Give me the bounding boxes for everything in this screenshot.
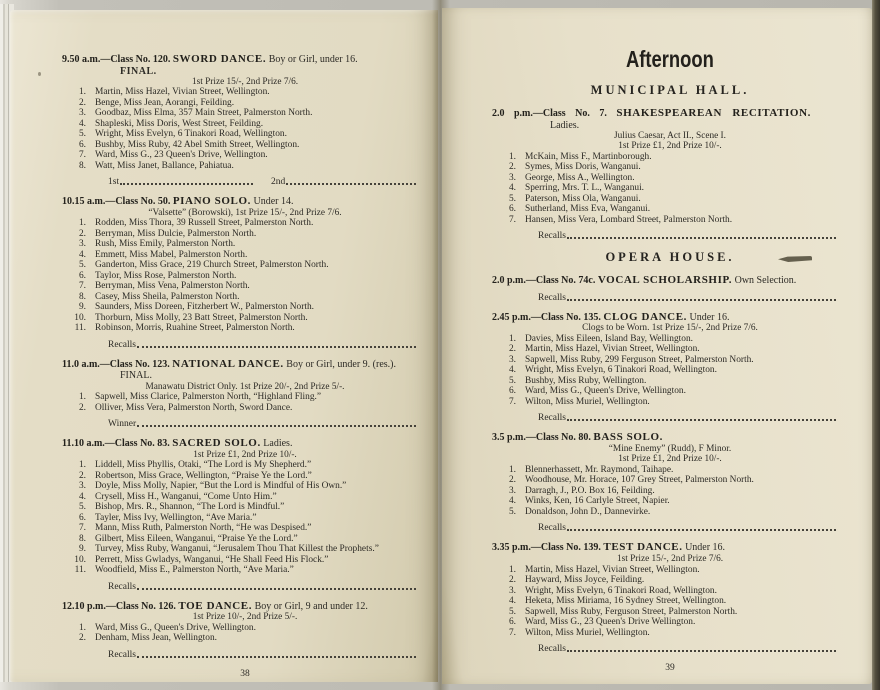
entry-number: 8. xyxy=(78,291,86,302)
class-title: SACRED SOLO. xyxy=(172,437,261,450)
entry-text: Hansen, Miss Vera, Lombard Street, Palmerston North. xyxy=(525,214,733,225)
entry-number: 6. xyxy=(78,512,86,523)
entry-number: 3. xyxy=(508,485,516,496)
left-page xyxy=(10,10,438,682)
entry-number: 2. xyxy=(78,228,86,239)
entry-text: George, Miss A., Wellington. xyxy=(525,172,635,183)
entry-row xyxy=(62,323,428,334)
entry-number: 1. xyxy=(508,464,516,475)
entry-row xyxy=(62,403,428,414)
result-label: Recalls xyxy=(538,644,566,655)
entry-number: 3. xyxy=(508,585,516,596)
page-number: 39 xyxy=(665,663,675,674)
entry-text: Wilton, Miss Muriel, Wellington. xyxy=(525,627,650,638)
class-section xyxy=(492,275,848,303)
class-section xyxy=(62,54,428,187)
entry-text: Rodden, Miss Thora, 39 Russell Street, Palmerston North. xyxy=(95,218,314,229)
entry-number: 3. xyxy=(508,172,516,183)
class-time: 2.45 xyxy=(492,311,510,323)
entry-number: 5. xyxy=(78,129,86,140)
class-section xyxy=(62,601,428,660)
entry-row xyxy=(492,465,848,476)
entry-row xyxy=(62,119,428,130)
entry-row xyxy=(492,376,848,387)
entry-number: 5. xyxy=(508,375,516,386)
entry-number: 5. xyxy=(508,506,516,517)
entry-row xyxy=(62,281,428,292)
entry-number: 5. xyxy=(508,193,516,204)
class-heading xyxy=(492,108,848,120)
class-section xyxy=(62,196,428,350)
entry-row xyxy=(492,565,848,576)
class-label: p.m.—Class No. 80. xyxy=(507,432,591,444)
entry-number: 4. xyxy=(508,365,516,376)
entry-row xyxy=(492,194,848,205)
entry-number: 6. xyxy=(78,139,86,150)
entry-number: 7. xyxy=(508,214,516,225)
entry-text: Davies, Miss Eileen, Island Bay, Wellington. xyxy=(525,333,693,344)
entry-number: 9. xyxy=(78,302,86,313)
result-line xyxy=(108,339,420,350)
class-qualifier: Under 14. xyxy=(253,196,294,208)
class-time: 3.5 xyxy=(492,432,505,444)
entry-number: 4. xyxy=(508,183,516,194)
result-label: Recalls xyxy=(538,523,566,534)
class-time: 11.0 xyxy=(62,358,79,370)
entry-number: 5. xyxy=(508,606,516,617)
class-qualifier: Under 16. xyxy=(685,542,726,554)
entry-text: Shapleski, Miss Doris, West Street, Feilding. xyxy=(95,118,264,129)
entry-row xyxy=(492,386,848,397)
entry-row xyxy=(62,87,428,98)
entry-number: 2. xyxy=(78,402,86,413)
dotted-leader xyxy=(286,176,416,185)
entry-text: Martin, Miss Hazel, Vivian Street, Wellington. xyxy=(95,87,270,98)
class-time: 3.35 xyxy=(492,542,510,554)
entry-row xyxy=(62,239,428,250)
class-qualifier: Boy or Girl, under 9. (res.). FINAL. xyxy=(120,358,396,382)
dotted-leader xyxy=(137,649,416,658)
entry-row xyxy=(492,617,848,628)
class-qualifier: Boy or Girl, 9 and under 12. xyxy=(254,600,368,612)
entry-text: Wilton, Miss Muriel, Wellington. xyxy=(525,396,650,407)
entry-row xyxy=(62,492,428,503)
entry-row xyxy=(62,534,428,545)
entry-row xyxy=(492,486,848,497)
entry-number: 11. xyxy=(74,565,86,576)
prize-line: 1st Prize £1, 2nd Prize 10/-. xyxy=(618,454,722,465)
entry-number: 1. xyxy=(78,392,86,403)
entry-text: Saunders, Miss Doreen, Fitzherbert W., Palmerston North. xyxy=(95,302,314,313)
entry-number: 6. xyxy=(78,270,86,281)
entry-number: 3. xyxy=(78,239,86,250)
entry-row xyxy=(62,229,428,240)
result-label: 2nd xyxy=(271,177,286,188)
class-section xyxy=(62,438,428,592)
dotted-leader xyxy=(137,418,416,427)
dotted-leader xyxy=(137,339,416,348)
hall-title: OPERA HOUSE. xyxy=(605,250,735,265)
class-title: CLOG DANCE. xyxy=(603,310,688,323)
class-heading xyxy=(492,275,848,287)
entry-text: Robinson, Morris, Ruahine Street, Palmerston North. xyxy=(95,323,295,334)
class-title: SHAKESPEAREAN RECITATION. xyxy=(616,107,811,119)
result-label: Winner xyxy=(108,419,137,430)
page-number: 38 xyxy=(240,668,250,679)
entry-text: Wright, Miss Evelyn, 6 Tinakori Road, Wellington. xyxy=(525,585,717,596)
entry-text: Thorburn, Miss Molly, 23 Batt Street, Palmerston North. xyxy=(95,312,308,323)
entry-text: Turvey, Miss Ruby, Wanganui, “Jerusalem Thou That Killest the Prophets.” xyxy=(95,544,379,555)
entry-text: Bushby, Miss Ruby, 42 Abel Smith Street, Wellington. xyxy=(95,139,300,150)
class-label: a.m.—Class No. 120. xyxy=(82,54,171,65)
paper-speck xyxy=(38,72,41,76)
entry-text: Ganderton, Miss Grace, 219 Church Street, Palmerston North. xyxy=(95,260,329,271)
entry-text: Heketa, Miss Miriama, 16 Sydney Street, Wellington. xyxy=(525,596,727,607)
entry-row xyxy=(492,173,848,184)
entry-row xyxy=(492,183,848,194)
class-subheading: Ladies. xyxy=(550,119,580,131)
entry-text: Wright, Miss Evelyn, 6 Tinakori Road, Wellington. xyxy=(525,365,717,376)
entry-number: 5. xyxy=(78,502,86,513)
result-line xyxy=(108,649,420,660)
entry-number: 4. xyxy=(508,496,516,507)
entry-text: Bushby, Miss Ruby, Wellington. xyxy=(525,375,647,386)
prize-line: “Mine Enemy” (Rudd), F Minor. xyxy=(608,443,732,454)
entry-row xyxy=(62,108,428,119)
prize-line: Manawatu District Only. 1st Prize 20/-, 2nd Prize 5/-. xyxy=(145,381,345,392)
entry-row xyxy=(62,313,428,324)
entry-number: 2. xyxy=(508,344,516,355)
class-heading xyxy=(492,312,848,324)
entry-row xyxy=(62,292,428,303)
class-title: SWORD DANCE. xyxy=(172,53,267,65)
class-label: p.m.—Class No. 74c. xyxy=(507,275,596,287)
left-page-content xyxy=(62,54,428,679)
entry-text: Wright, Miss Evelyn, 6 Tinakori Road, Wellington. xyxy=(95,129,287,140)
entry-number: 7. xyxy=(78,150,86,161)
entry-text: Goodbaz, Miss Elma, 357 Main Street, Palmerston North. xyxy=(95,108,313,119)
dotted-leader xyxy=(120,176,253,185)
entry-text: Olliver, Miss Vera, Palmerston North, Sword Dance. xyxy=(95,402,293,413)
result-slot xyxy=(108,176,257,187)
entry-text: Woodfield, Miss E., Palmerston North, “Ave Maria.” xyxy=(95,565,294,576)
entry-text: Gilbert, Miss Eileen, Wanganui, “Praise Ye the Lord.” xyxy=(95,533,298,544)
class-label: a.m.—Class No. 123. xyxy=(81,358,170,370)
class-heading xyxy=(492,432,848,444)
entry-row xyxy=(492,204,848,215)
entry-row xyxy=(62,140,428,151)
entry-text: Ward, Miss G., Queen's Drive, Wellington. xyxy=(95,622,256,633)
entry-row xyxy=(62,250,428,261)
entry-text: Darragh, J., P.O. Box 16, Feilding. xyxy=(525,485,655,496)
entry-number: 9. xyxy=(78,544,86,555)
entry-text: Crysell, Miss H., Wanganui, “Come Unto Him.” xyxy=(95,491,277,502)
entry-number: 4. xyxy=(78,249,86,260)
entry-text: Perrett, Miss Gwladys, Wanganui, “He Shall Feed His Flock.” xyxy=(95,554,329,565)
entry-number: 2. xyxy=(508,575,516,586)
result-line xyxy=(108,418,420,429)
class-heading xyxy=(62,196,428,208)
entry-row xyxy=(492,344,848,355)
entry-text: Donaldson, John D., Dannevirke. xyxy=(525,506,651,517)
class-qualifier: Ladies. xyxy=(263,438,293,450)
entry-text: Ward, Miss G., Queen's Drive, Wellington. xyxy=(525,386,686,397)
entry-row xyxy=(492,397,848,408)
dotted-leader xyxy=(567,292,836,301)
hall-title: MUNICIPAL HALL. xyxy=(590,83,750,97)
class-section xyxy=(62,359,428,430)
entry-row xyxy=(62,460,428,471)
entry-text: Paterson, Miss Ola, Wanganui. xyxy=(525,193,641,204)
class-title: BASS SOLO. xyxy=(593,431,663,444)
entry-row xyxy=(62,302,428,313)
prize-line: 1st Prize £1, 2nd Prize 10/-. xyxy=(618,141,722,152)
result-label: Recalls xyxy=(538,292,566,303)
class-title: NATIONAL DANCE. xyxy=(172,357,284,370)
dotted-leader xyxy=(567,643,836,652)
entry-number: 7. xyxy=(78,523,86,534)
dotted-leader xyxy=(567,522,836,531)
entry-row xyxy=(62,565,428,576)
entry-row xyxy=(62,481,428,492)
result-line xyxy=(538,292,840,303)
entry-row xyxy=(492,215,848,226)
class-title: VOCAL SCHOLARSHIP. xyxy=(597,274,733,287)
entry-text: Watt, Miss Janet, Ballance, Pahiatua. xyxy=(95,160,234,171)
entry-text: Bishop, Mrs. R., Shannon, “The Lord is Mindful.” xyxy=(95,502,285,513)
class-qualifier: Own Selection. xyxy=(734,275,797,287)
entry-number: 5. xyxy=(78,260,86,271)
entry-number: 4. xyxy=(508,596,516,607)
class-time: 9.50 xyxy=(62,54,80,65)
entry-text: Doyle, Miss Molly, Napier, “But the Lord is Mindful of His Own.” xyxy=(95,481,347,492)
prize-line: 1st Prize 10/-, 2nd Prize 5/-. xyxy=(192,612,298,623)
entry-text: Tayler, Miss Ivy, Wellington, “Ave Maria.” xyxy=(95,512,257,523)
entry-number: 7. xyxy=(508,396,516,407)
entry-number: 6. xyxy=(508,386,516,397)
entry-row xyxy=(492,355,848,366)
class-heading xyxy=(62,438,428,450)
class-section xyxy=(492,108,848,241)
class-title: PIANO SOLO. xyxy=(172,195,251,208)
result-label: Recalls xyxy=(108,339,136,350)
entry-row xyxy=(62,150,428,161)
entry-text: Martin, Miss Hazel, Vivian Street, Wellington. xyxy=(525,564,700,575)
prize-line: Julius Caesar, Act II., Scene I. xyxy=(614,130,726,141)
entry-row xyxy=(62,98,428,109)
right-page-content xyxy=(492,46,848,673)
entry-text: Berryman, Miss Vena, Palmerston North. xyxy=(95,281,250,292)
entry-number: 2. xyxy=(508,475,516,486)
entry-text: Sperring, Mrs. T. L., Wanganui. xyxy=(525,183,645,194)
entry-row xyxy=(62,555,428,566)
entry-row xyxy=(492,365,848,376)
entry-row xyxy=(492,607,848,618)
prize-line: Clogs to be Worn. 1st Prize 15/-, 2nd Prize 7/6. xyxy=(582,323,758,334)
entry-row xyxy=(492,334,848,345)
entry-number: 1. xyxy=(78,460,86,471)
entry-number: 4. xyxy=(78,491,86,502)
entry-text: Robertson, Miss Grace, Wellington, “Praise Ye the Lord.” xyxy=(95,470,312,481)
session-title-text: Afternoon xyxy=(626,46,714,72)
result-label: 1st xyxy=(108,177,120,188)
class-title: TOE DANCE. xyxy=(178,599,253,612)
entry-row xyxy=(62,129,428,140)
entry-text: Winks, Ken, 16 Carlyle Street, Napier. xyxy=(525,496,670,507)
entry-text: Casey, Miss Sheila, Palmerston North. xyxy=(95,291,240,302)
book-cover-edge xyxy=(872,0,880,690)
entry-text: Berryman, Miss Dulcie, Palmerston North. xyxy=(95,228,257,239)
entry-text: Mann, Miss Ruth, Palmerston North, “He was Despised.” xyxy=(95,523,312,534)
entry-text: Woodhouse, Mr. Horace, 107 Grey Street, Palmerston North. xyxy=(525,475,754,486)
entry-number: 3. xyxy=(78,481,86,492)
entry-row xyxy=(62,544,428,555)
prize-line: 1st Prize 15/-, 2nd Prize 7/6. xyxy=(616,553,724,564)
class-heading xyxy=(62,601,428,613)
result-line xyxy=(108,176,420,187)
entry-row xyxy=(62,513,428,524)
class-label: p.m.—Class No. 135. xyxy=(512,311,601,323)
entry-text: Martin, Miss Hazel, Vivian Street, Wellington. xyxy=(525,344,700,355)
result-line xyxy=(538,522,840,533)
class-time: 2.0 xyxy=(492,108,505,119)
result-line xyxy=(108,581,420,592)
entry-number: 10. xyxy=(74,554,86,565)
entry-text: Sutherland, Miss Eva, Wanganui. xyxy=(525,204,651,215)
class-time: 10.15 xyxy=(62,196,85,208)
entry-text: McKain, Miss F., Martinborough. xyxy=(525,151,652,162)
entry-number: 7. xyxy=(508,627,516,638)
class-subheading: FINAL. xyxy=(120,65,157,77)
entry-text: Ward, Miss G., 23 Queen's Drive, Wellington. xyxy=(95,150,268,161)
entry-text: Blennerhassett, Mr. Raymond, Taihape. xyxy=(525,464,674,475)
result-slot xyxy=(271,176,420,187)
class-title: TEST DANCE. xyxy=(603,541,683,554)
entry-number: 2. xyxy=(508,162,516,173)
entry-row xyxy=(492,596,848,607)
class-heading xyxy=(492,542,848,554)
entry-number: 2. xyxy=(78,470,86,481)
entry-row xyxy=(492,162,848,173)
entry-text: Liddell, Miss Phyllis, Otaki, “The Lord is My Shepherd.” xyxy=(95,460,312,471)
class-qualifier: Boy or Girl, under 16. xyxy=(268,54,358,65)
entry-row xyxy=(492,475,848,486)
entry-text: Ward, Miss G., 23 Queen's Drive Wellington. xyxy=(525,617,696,628)
dotted-leader xyxy=(567,412,836,421)
class-qualifier: Under 16. xyxy=(689,311,730,323)
entry-number: 1. xyxy=(78,218,86,229)
entry-row xyxy=(62,471,428,482)
entry-number: 6. xyxy=(508,204,516,215)
entry-number: 3. xyxy=(508,354,516,365)
class-label: p.m.—Class No. 7. xyxy=(514,108,607,119)
prize-line: “Valsette” (Borowski), 1st Prize 15/-, 2nd Prize 7/6. xyxy=(148,207,342,218)
entry-number: 3. xyxy=(78,108,86,119)
result-label: Recalls xyxy=(538,231,566,242)
entry-text: Sapwell, Miss Ruby, 299 Ferguson Street, Palmerston North. xyxy=(525,354,754,365)
class-time: 11.10 xyxy=(62,438,84,450)
entry-text: Rush, Miss Emily, Palmerston North. xyxy=(95,239,236,250)
entry-row xyxy=(492,152,848,163)
entry-row xyxy=(492,496,848,507)
result-label: Recalls xyxy=(108,581,136,592)
entry-text: Taylor, Miss Rose, Palmerston North. xyxy=(95,270,237,281)
entry-row xyxy=(62,633,428,644)
entry-text: Benge, Miss Jean, Aorangi, Feilding. xyxy=(95,97,235,108)
entry-row xyxy=(62,218,428,229)
entry-row xyxy=(62,523,428,534)
entry-number: 2. xyxy=(78,633,86,644)
entry-text: Sapwell, Miss Clarice, Palmerston North, “Highland Fling.” xyxy=(95,392,322,403)
prize-line: 1st Prize £1, 2nd Prize 10/-. xyxy=(193,449,297,460)
entry-number: 1. xyxy=(78,622,86,633)
class-section xyxy=(492,542,848,654)
entry-number: 8. xyxy=(78,533,86,544)
entry-number: 1. xyxy=(508,333,516,344)
entry-row xyxy=(62,260,428,271)
entry-row xyxy=(62,392,428,403)
entry-text: Hayward, Miss Joyce, Feilding. xyxy=(525,575,645,586)
class-section xyxy=(492,432,848,533)
entry-row xyxy=(62,161,428,172)
session-title xyxy=(492,46,848,73)
entry-row xyxy=(492,628,848,639)
entry-text: Sapwell, Miss Ruby, Ferguson Street, Palmerston North. xyxy=(525,606,738,617)
result-label: Recalls xyxy=(108,649,136,660)
entry-number: 10. xyxy=(74,312,86,323)
class-label: a.m.—Class No. 50. xyxy=(87,196,171,208)
entry-row xyxy=(62,502,428,513)
class-label: a.m.—Class No. 83. xyxy=(86,438,170,450)
class-heading xyxy=(62,54,428,66)
entry-text: Emmett, Miss Mabel, Palmerston North. xyxy=(95,249,248,260)
result-line xyxy=(538,230,840,241)
class-heading xyxy=(62,359,428,382)
entry-number: 1. xyxy=(78,87,86,98)
entry-number: 1. xyxy=(508,151,516,162)
prize-line: 1st Prize 15/-, 2nd Prize 7/6. xyxy=(191,76,299,87)
dotted-leader xyxy=(567,230,836,239)
result-line xyxy=(538,643,840,654)
entry-row xyxy=(492,575,848,586)
entry-number: 4. xyxy=(78,118,86,129)
entry-number: 11. xyxy=(74,323,86,334)
entry-text: Denham, Miss Jean, Wellington. xyxy=(95,633,217,644)
entry-number: 1. xyxy=(508,564,516,575)
entry-row xyxy=(492,507,848,518)
entry-number: 6. xyxy=(508,617,516,628)
class-time: 12.10 xyxy=(62,600,85,612)
right-page xyxy=(442,8,872,684)
entry-row xyxy=(62,271,428,282)
result-line xyxy=(538,412,840,423)
entry-number: 7. xyxy=(78,281,86,292)
entry-text: Symes, Miss Doris, Wanganui. xyxy=(525,162,641,173)
dotted-leader xyxy=(137,581,416,590)
class-time: 2.0 xyxy=(492,275,505,287)
class-label: p.m.—Class No. 139. xyxy=(512,542,601,554)
entry-row xyxy=(62,623,428,634)
result-label: Recalls xyxy=(538,413,566,424)
entry-number: 8. xyxy=(78,160,86,171)
class-label: p.m.—Class No. 126. xyxy=(87,600,176,612)
entry-number: 2. xyxy=(78,97,86,108)
class-section xyxy=(492,312,848,424)
entry-row xyxy=(492,586,848,597)
